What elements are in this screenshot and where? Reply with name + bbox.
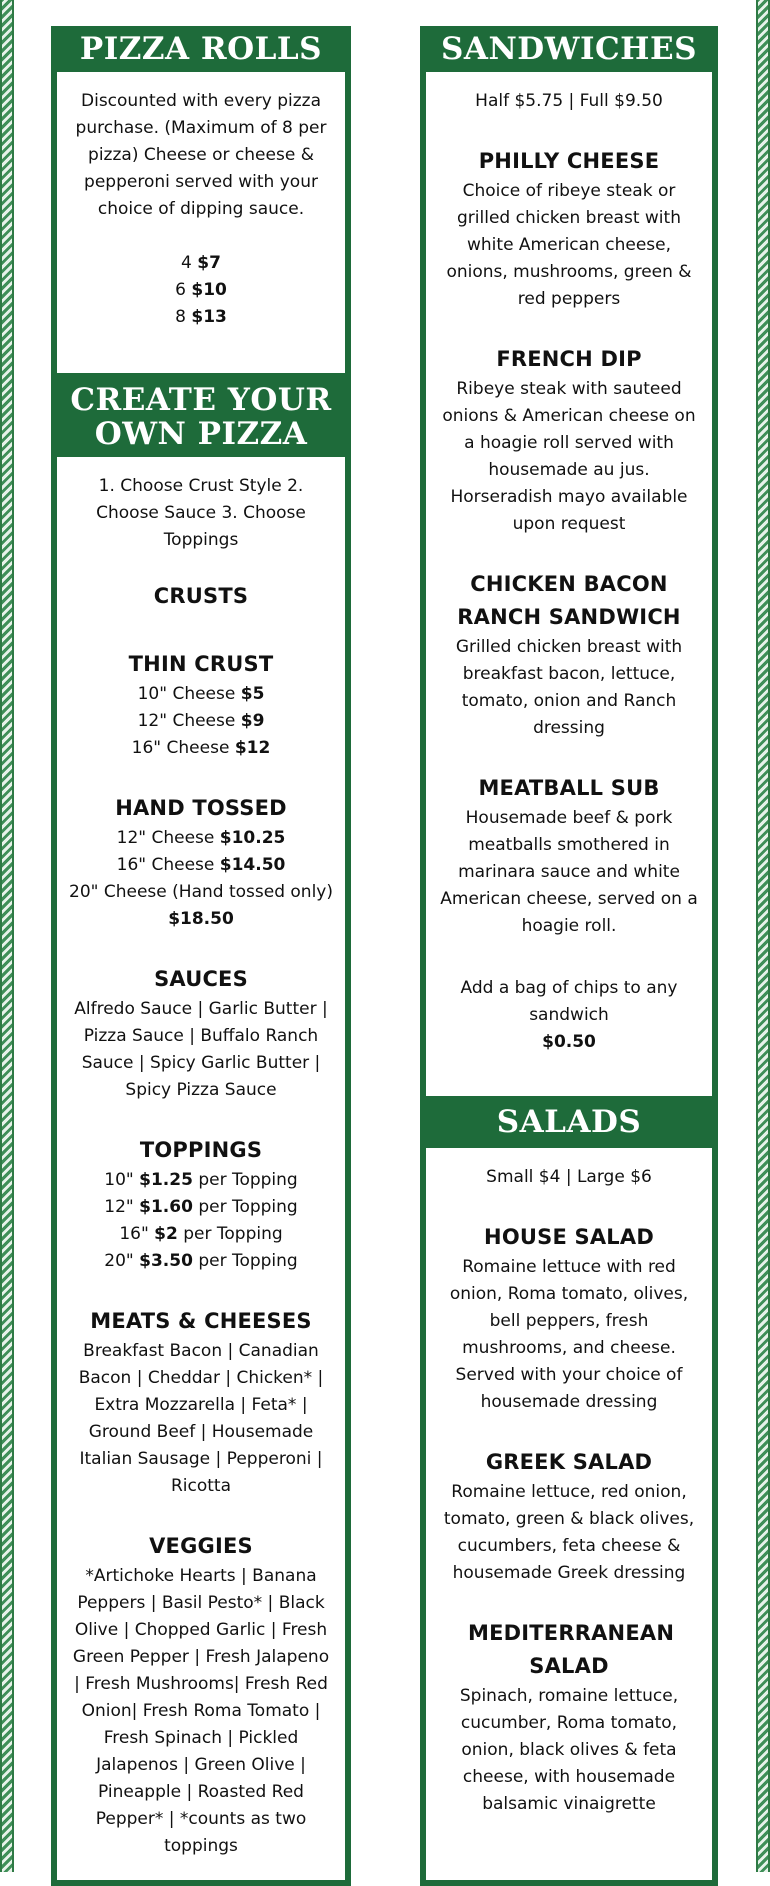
pizza-rolls-section (57, 72, 345, 373)
price-suffix: per Topping (198, 1251, 298, 1271)
crusts-heading: CRUSTS (153, 584, 249, 608)
price-line (69, 825, 333, 852)
price-value: $2 (154, 1224, 178, 1244)
price-label: 6 (175, 280, 186, 300)
sandwich-title: FRENCH DIP (496, 347, 642, 371)
price-line (69, 250, 333, 277)
create-pizza-section (57, 457, 345, 1860)
meats-cheeses-list: Breakfast Bacon | Canadian Bacon | Cheddar | Chicken* | Extra Mozzarella | Feta* | Ground Beef | Housemade Italian Sausage | Pepperoni | Ricotta (78, 1341, 324, 1496)
salad-description: Romaine lettuce, red onion, tomato, green & black olives, cucumbers, feta cheese & housemade Greek dressing (443, 1482, 695, 1583)
price-label: 10" Cheese (137, 684, 236, 704)
thin-crust-title: THIN CRUST (128, 652, 274, 676)
price-label: 8 (175, 307, 186, 327)
meats-cheeses-title: MEATS & CHEESES (90, 1309, 312, 1333)
create-pizza-header: CREATE YOUR OWN PIZZA (57, 373, 345, 457)
sandwich-price-info: Half $5.75 | Full $9.50 (475, 91, 663, 111)
price-value: $1.60 (139, 1197, 193, 1217)
sauces-list: Alfredo Sauce | Garlic Butter | Pizza Sauce | Buffalo Ranch Sauce | Spicy Garlic Butter | Spicy Pizza Sauce (74, 999, 328, 1100)
price-label: 4 (181, 253, 192, 273)
salad-title: MEDITERRANEAN SALAD (468, 1621, 675, 1678)
veggies-list: *Artichoke Hearts | Banana Peppers | Basil Pesto* | Black Olive | Chopped Garlic | Fresh Green Pepper | Fresh Jalapeno | Fresh Mushrooms| Fresh Red Onion| Fresh Roma Tomato | Fresh Spinach | Pickled Jalapenos | Green Olive | Pineapple | Roasted Red Pepper* | *counts as two toppings (72, 1566, 330, 1856)
right-menu-column (420, 26, 718, 1886)
price-label: 12" Cheese (137, 711, 236, 731)
sandwiches-section (426, 72, 712, 1096)
salad-description: Spinach, romaine lettuce, cucumber, Roma tomato, onion, black olives & feta cheese, with housemade balsamic vinaigrette (459, 1686, 679, 1814)
decorative-border-right (756, 0, 770, 1872)
price-value: $1.25 (139, 1170, 193, 1190)
price-label: 16" (119, 1224, 149, 1244)
chips-note: Add a bag of chips to any sandwich (460, 978, 678, 1025)
price-label: 20" Cheese (Hand tossed only) (69, 882, 333, 902)
sandwich-title: MEATBALL SUB (478, 776, 660, 800)
price-suffix: per Topping (198, 1197, 298, 1217)
price-line (69, 277, 333, 304)
salad-description: Romaine lettuce with red onion, Roma tomato, olives, bell peppers, fresh mushrooms, and cheese. Served with your choice of housemade dressing (449, 1257, 689, 1412)
salad-title: GREEK SALAD (485, 1450, 653, 1474)
price-value: $14.50 (219, 855, 286, 875)
pizza-rolls-description: Discounted with every pizza purchase. (Maximum of 8 per pizza) Cheese or cheese & pepperoni served with your choice of dipping sauce. (75, 91, 327, 219)
price-value: $13 (191, 307, 227, 327)
price-label: 16" Cheese (131, 738, 230, 758)
create-pizza-steps: 1. Choose Crust Style 2. Choose Sauce 3. Choose Toppings (96, 476, 306, 550)
salad-price-info: Small $4 | Large $6 (486, 1167, 652, 1187)
sandwich-description: Choice of ribeye steak or grilled chicken breast with white American cheese, onions, mushrooms, green & red peppers (446, 181, 692, 309)
price-line (69, 1221, 333, 1248)
salad-title: HOUSE SALAD (484, 1225, 654, 1249)
chips-price (438, 1029, 700, 1056)
decorative-border-left (0, 0, 14, 1872)
price-line (69, 681, 333, 708)
price-label: 16" Cheese (116, 855, 215, 875)
price-value: $18.50 (168, 909, 234, 929)
price-line (69, 304, 333, 331)
salads-section (426, 1148, 712, 1818)
price-label: 20" (104, 1251, 134, 1271)
price-line (69, 1194, 333, 1221)
sandwich-description: Grilled chicken breast with breakfast bacon, lettuce, tomato, onion and Ranch dressing (455, 637, 683, 738)
price-label: 12" (104, 1197, 134, 1217)
price-suffix: per Topping (198, 1170, 298, 1190)
salads-header: SALADS (426, 1096, 712, 1148)
sandwiches-header: SANDWICHES (426, 26, 712, 72)
toppings-title: TOPPINGS (139, 1138, 263, 1162)
price-label: 12" Cheese (116, 828, 215, 848)
price-line (69, 852, 333, 879)
price-value: $0.50 (542, 1032, 596, 1052)
price-label: 10" (104, 1170, 134, 1190)
left-menu-column (51, 26, 351, 1886)
price-value: $10.25 (219, 828, 286, 848)
price-value: $9 (240, 711, 265, 731)
price-line (69, 735, 333, 762)
sandwich-title: PHILLY CHEESE (478, 149, 660, 173)
price-value: $5 (240, 684, 265, 704)
veggies-title: VEGGIES (149, 1534, 253, 1558)
price-value: $10 (191, 280, 227, 300)
price-line (69, 1167, 333, 1194)
sandwich-title: CHICKEN BACON RANCH SANDWICH (457, 572, 681, 629)
price-line (69, 708, 333, 735)
price-value: $3.50 (139, 1251, 193, 1271)
hand-tossed-title: HAND TOSSED (115, 796, 287, 820)
pizza-rolls-header: PIZZA ROLLS (57, 26, 345, 72)
sauces-title: SAUCES (154, 967, 248, 991)
price-value: $12 (234, 738, 271, 758)
price-line (69, 1248, 333, 1275)
price-suffix: per Topping (183, 1224, 283, 1244)
price-line (69, 879, 333, 933)
sandwich-description: Ribeye steak with sauteed onions & American cheese on a hoagie roll served with housemade au jus. Horseradish mayo available upon request (442, 379, 696, 534)
price-value: $7 (197, 253, 221, 273)
sandwich-description: Housemade beef & pork meatballs smothered in marinara sauce and white American cheese, served on a hoagie roll. (440, 808, 698, 936)
